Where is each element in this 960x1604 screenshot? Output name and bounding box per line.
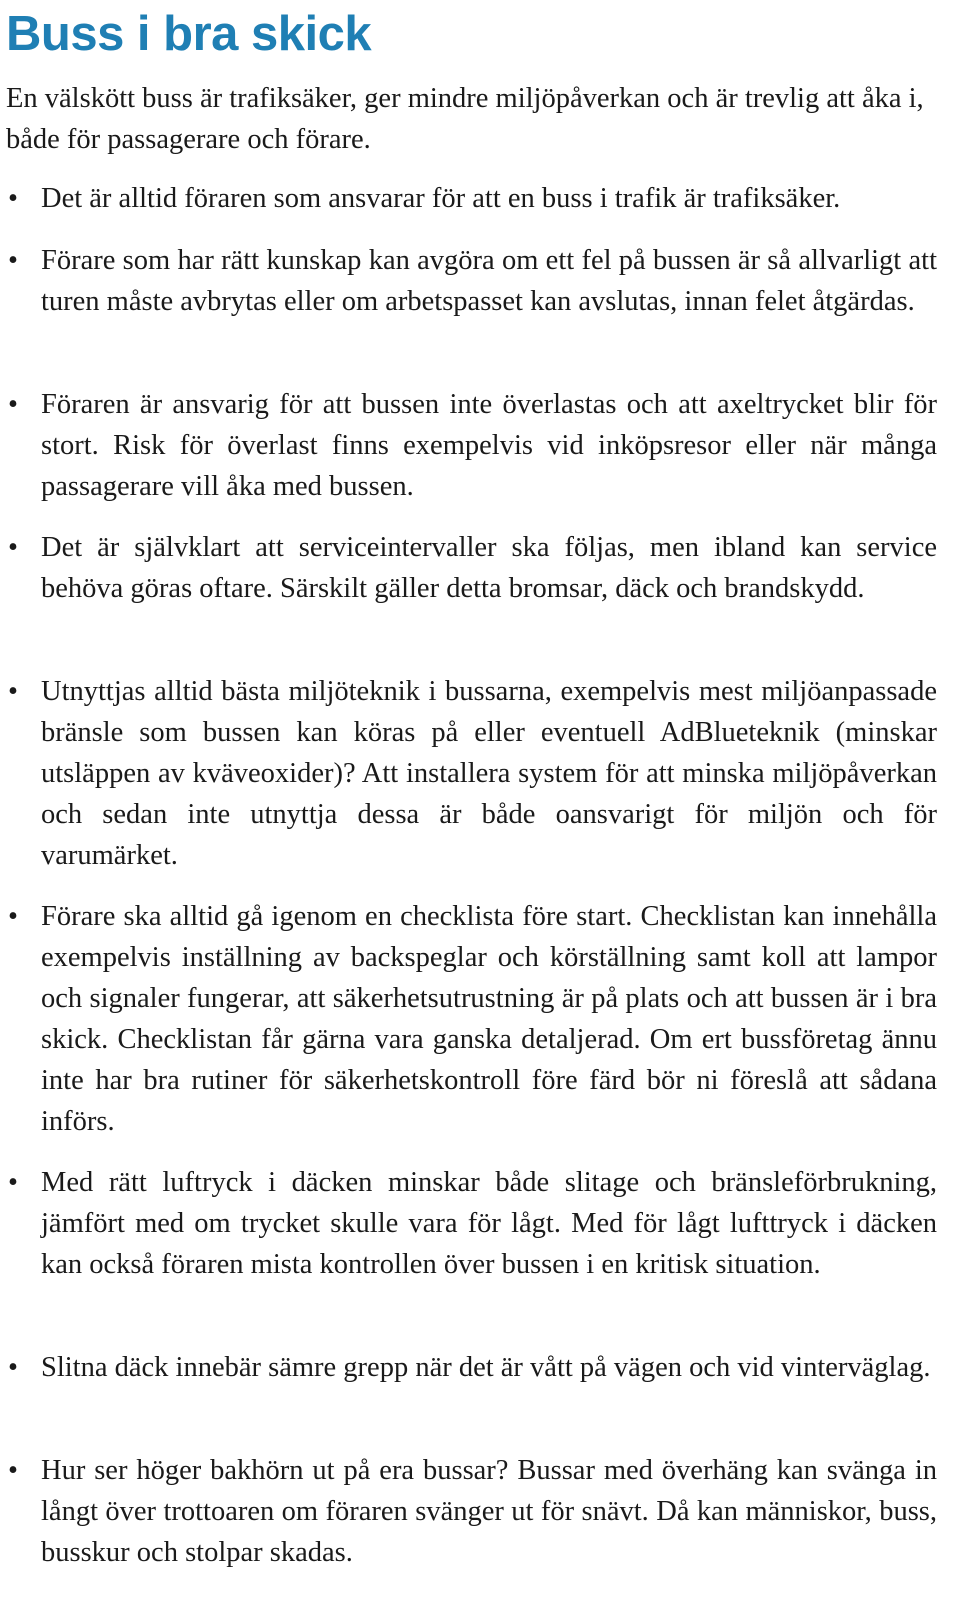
intro-paragraph: En välskött buss är trafiksäker, ger mindre miljöpåverkan och är trevlig att åka i, både för passagerare och förare. (6, 83, 924, 155)
bullet-text: Det är självklart att serviceintervaller ska följas, men ibland kan service behöva göras oftare. Särskilt gäller detta bromsar, däck och brandskydd. (41, 532, 937, 604)
bullet-dot-icon: • (8, 245, 18, 276)
bullet-dot-icon: • (8, 389, 18, 420)
page-title: Buss i bra skick (6, 7, 372, 61)
bullet-dot-icon: • (8, 183, 18, 214)
bullet-text: Utnyttjas alltid bästa miljöteknik i bussarna, exempelvis mest miljöanpassade bränsle som bussen kan köras på eller eventuell AdBlueteknik (minskar utsläppen av kväveoxider)? Att installera system för att minska miljöpåverkan och sedan inte utnyttja dessa är både oansvarigt för miljön och för varumärket. (41, 676, 937, 871)
bullet-dot-icon: • (8, 676, 18, 707)
bullet-text: Med rätt luftryck i däcken minskar både slitage och bränsleförbrukning, jämfört med om trycket skulle vara för lågt. Med för lågt lufttryck i däcken kan också föraren mista kontrollen över bussen i en kritisk situation. (41, 1167, 937, 1280)
bullet-text: Slitna däck innebär sämre grepp när det är vått på vägen och vid vinterväglag. (41, 1352, 931, 1383)
bullet-dot-icon: • (8, 532, 18, 563)
bullet-dot-icon: • (8, 1352, 18, 1383)
bullet-text: Det är alltid föraren som ansvarar för att en buss i trafik är trafiksäker. (41, 183, 841, 214)
bullet-dot-icon: • (8, 1167, 18, 1198)
bullet-text: Förare ska alltid gå igenom en checklista före start. Checklistan kan innehålla exempelvis inställning av backspeglar och körställning samt koll att lampor och signaler fungerar, att säkerhetsutrustning är på plats och att bussen är i bra skick. Checklistan får gärna vara ganska detaljerad. Om ert bussföretag ännu inte har bra rutiner för säkerhetskontroll före färd bör ni föreslå att sådana införs. (41, 901, 937, 1137)
bullet-text: Hur ser höger bakhörn ut på era bussar? Bussar med överhäng kan svänga in långt över trottoaren om föraren svänger ut för snävt. Då kan människor, buss, busskur och stolpar skadas. (41, 1455, 937, 1568)
bullet-text: Föraren är ansvarig för att bussen inte överlastas och att axeltrycket blir för stort. Risk för överlast finns exempelvis vid inköpsresor eller när många passagerare vill åka med bussen. (41, 389, 937, 502)
bullet-dot-icon: • (8, 901, 18, 932)
bullet-text: Förare som har rätt kunskap kan avgöra om ett fel på bussen är så allvarligt att turen måste avbrytas eller om arbetspasset kan avslutas, innan felet åtgärdas. (41, 245, 937, 317)
bullet-dot-icon: • (8, 1455, 18, 1486)
